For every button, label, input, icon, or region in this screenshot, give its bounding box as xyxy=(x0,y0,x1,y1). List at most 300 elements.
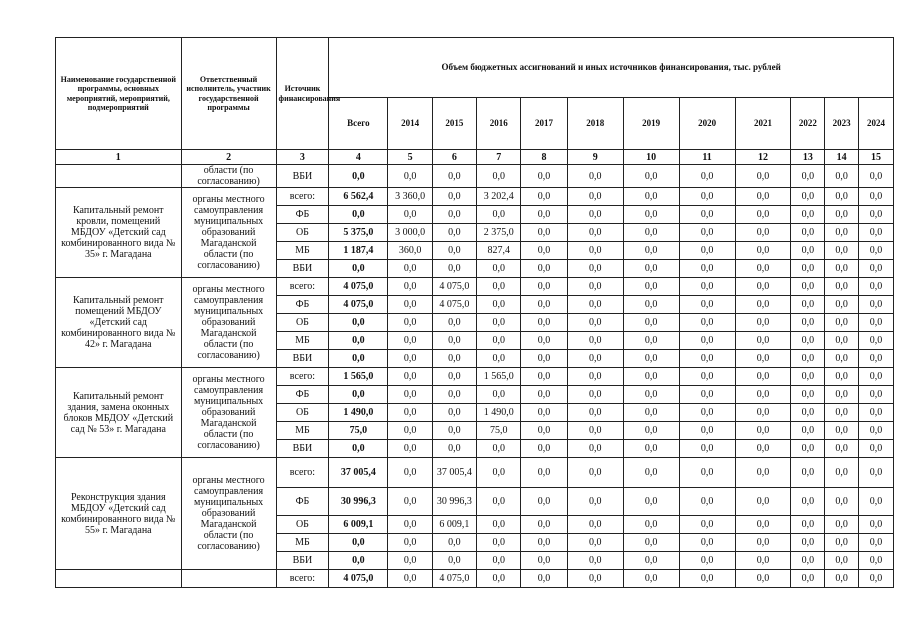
year-value: 75,0 xyxy=(477,422,521,440)
table-row xyxy=(56,570,894,588)
year-value: 0,0 xyxy=(791,260,825,278)
year-value: 0,0 xyxy=(521,278,567,296)
year-value: 0,0 xyxy=(735,368,791,386)
year-value: 0,0 xyxy=(567,422,623,440)
total-value: 6 562,4 xyxy=(329,188,388,206)
year-value: 0,0 xyxy=(735,570,791,588)
year-value: 0,0 xyxy=(791,224,825,242)
year-value: 0,0 xyxy=(825,404,859,422)
year-value: 0,0 xyxy=(791,242,825,260)
year-value: 0,0 xyxy=(735,516,791,534)
year-value: 0,0 xyxy=(388,314,432,332)
total-value: 0,0 xyxy=(329,534,388,552)
year-value: 0,0 xyxy=(623,296,679,314)
header-year: 2024 xyxy=(858,98,893,150)
year-value: 0,0 xyxy=(791,296,825,314)
year-value: 0,0 xyxy=(388,368,432,386)
year-value: 0,0 xyxy=(858,552,893,570)
year-value: 0,0 xyxy=(858,458,893,488)
table-row xyxy=(56,188,894,206)
year-value: 0,0 xyxy=(858,440,893,458)
program-name: Капитальный ремонт кровли, помещений МБДОУ «Детский сад комбинированного вида № 35» г. Магадана xyxy=(56,188,182,278)
year-value: 0,0 xyxy=(521,332,567,350)
year-value: 0,0 xyxy=(679,224,735,242)
year-value: 0,0 xyxy=(825,552,859,570)
year-value: 0,0 xyxy=(388,332,432,350)
year-value: 0,0 xyxy=(432,350,476,368)
funding-source: ФБ xyxy=(276,206,329,224)
year-value: 0,0 xyxy=(477,534,521,552)
year-value: 0,0 xyxy=(567,386,623,404)
year-value: 0,0 xyxy=(858,278,893,296)
year-value: 0,0 xyxy=(791,404,825,422)
year-value: 0,0 xyxy=(521,458,567,488)
year-value: 3 360,0 xyxy=(388,188,432,206)
year-value: 0,0 xyxy=(477,570,521,588)
year-value: 0,0 xyxy=(567,165,623,188)
year-value: 0,0 xyxy=(858,260,893,278)
year-value: 0,0 xyxy=(623,314,679,332)
year-value: 0,0 xyxy=(567,242,623,260)
year-value: 0,0 xyxy=(521,296,567,314)
year-value: 0,0 xyxy=(825,278,859,296)
responsible-executor: области (по согласованию) xyxy=(181,165,276,188)
year-value: 0,0 xyxy=(521,534,567,552)
year-value: 6 009,1 xyxy=(432,516,476,534)
year-value: 0,0 xyxy=(735,242,791,260)
responsible-executor: органы местного самоуправления муниципальных образований Магаданской области (по согласованию) xyxy=(181,368,276,458)
header-year: 2017 xyxy=(521,98,567,150)
year-value: 0,0 xyxy=(679,458,735,488)
year-value: 0,0 xyxy=(623,242,679,260)
year-value: 0,0 xyxy=(477,440,521,458)
total-value: 1 187,4 xyxy=(329,242,388,260)
year-value: 0,0 xyxy=(521,165,567,188)
total-value: 4 075,0 xyxy=(329,296,388,314)
year-value: 0,0 xyxy=(477,516,521,534)
year-value: 0,0 xyxy=(567,404,623,422)
year-value: 0,0 xyxy=(388,570,432,588)
year-value: 1 490,0 xyxy=(477,404,521,422)
year-value: 0,0 xyxy=(735,296,791,314)
responsible-executor xyxy=(181,570,276,588)
year-value: 0,0 xyxy=(791,386,825,404)
year-value: 0,0 xyxy=(825,422,859,440)
funding-source: ОБ xyxy=(276,404,329,422)
year-value: 3 202,4 xyxy=(477,188,521,206)
year-value: 0,0 xyxy=(567,440,623,458)
total-value: 37 005,4 xyxy=(329,458,388,488)
year-value: 0,0 xyxy=(388,260,432,278)
table-row xyxy=(56,368,894,386)
year-value: 0,0 xyxy=(432,332,476,350)
year-value: 0,0 xyxy=(477,350,521,368)
year-value: 0,0 xyxy=(858,570,893,588)
year-value: 0,0 xyxy=(521,314,567,332)
total-value: 4 075,0 xyxy=(329,278,388,296)
year-value: 0,0 xyxy=(388,534,432,552)
year-value: 0,0 xyxy=(735,278,791,296)
year-value: 0,0 xyxy=(623,552,679,570)
year-value: 0,0 xyxy=(432,368,476,386)
year-value: 0,0 xyxy=(567,224,623,242)
total-value: 0,0 xyxy=(329,165,388,188)
table-row xyxy=(56,278,894,296)
year-value: 0,0 xyxy=(791,552,825,570)
column-number: 9 xyxy=(567,150,623,165)
funding-source: всего: xyxy=(276,368,329,386)
header-year: 2015 xyxy=(432,98,476,150)
year-value: 0,0 xyxy=(679,165,735,188)
column-number: 13 xyxy=(791,150,825,165)
funding-source: ВБИ xyxy=(276,440,329,458)
year-value: 0,0 xyxy=(791,368,825,386)
year-value: 4 075,0 xyxy=(432,278,476,296)
year-value: 0,0 xyxy=(388,458,432,488)
funding-source: ФБ xyxy=(276,296,329,314)
year-value: 0,0 xyxy=(679,296,735,314)
year-value: 0,0 xyxy=(735,314,791,332)
year-value: 0,0 xyxy=(388,422,432,440)
year-value: 0,0 xyxy=(388,206,432,224)
year-value: 0,0 xyxy=(858,165,893,188)
header-volume: Объем бюджетных ассигнований и иных источников финансирования, тыс. рублей xyxy=(329,38,894,98)
year-value: 0,0 xyxy=(679,534,735,552)
year-value: 0,0 xyxy=(567,368,623,386)
year-value: 0,0 xyxy=(858,332,893,350)
year-value: 0,0 xyxy=(735,440,791,458)
header-program: Наименование государственной программы, основных мероприятий, мероприятий, подмероприятий xyxy=(56,38,182,150)
year-value: 0,0 xyxy=(432,224,476,242)
year-value: 0,0 xyxy=(623,206,679,224)
year-value: 0,0 xyxy=(735,260,791,278)
year-value: 0,0 xyxy=(825,458,859,488)
column-number: 15 xyxy=(858,150,893,165)
total-value: 0,0 xyxy=(329,440,388,458)
year-value: 0,0 xyxy=(825,314,859,332)
total-value: 5 375,0 xyxy=(329,224,388,242)
funding-source: МБ xyxy=(276,242,329,260)
year-value: 0,0 xyxy=(623,224,679,242)
year-value: 0,0 xyxy=(679,552,735,570)
funding-source: всего: xyxy=(276,278,329,296)
year-value: 0,0 xyxy=(735,534,791,552)
year-value: 0,0 xyxy=(623,260,679,278)
year-value: 37 005,4 xyxy=(432,458,476,488)
header-year: 2021 xyxy=(735,98,791,150)
year-value: 30 996,3 xyxy=(432,488,476,516)
year-value: 0,0 xyxy=(858,488,893,516)
year-value: 0,0 xyxy=(735,552,791,570)
total-value: 30 996,3 xyxy=(329,488,388,516)
funding-source: ФБ xyxy=(276,488,329,516)
program-name xyxy=(56,570,182,588)
year-value: 0,0 xyxy=(521,188,567,206)
year-value: 0,0 xyxy=(623,516,679,534)
funding-source: ВБИ xyxy=(276,552,329,570)
year-value: 0,0 xyxy=(791,422,825,440)
year-value: 0,0 xyxy=(623,278,679,296)
year-value: 0,0 xyxy=(623,440,679,458)
year-value: 0,0 xyxy=(623,350,679,368)
year-value: 0,0 xyxy=(521,440,567,458)
year-value: 0,0 xyxy=(477,278,521,296)
year-value: 0,0 xyxy=(521,350,567,368)
year-value: 0,0 xyxy=(477,488,521,516)
year-value: 0,0 xyxy=(735,350,791,368)
year-value: 0,0 xyxy=(432,242,476,260)
year-value: 0,0 xyxy=(388,296,432,314)
year-value: 0,0 xyxy=(623,386,679,404)
year-value: 0,0 xyxy=(477,296,521,314)
header-year: 2016 xyxy=(477,98,521,150)
year-value: 0,0 xyxy=(567,260,623,278)
year-value: 0,0 xyxy=(791,570,825,588)
year-value: 0,0 xyxy=(735,404,791,422)
year-value: 0,0 xyxy=(735,206,791,224)
year-value: 0,0 xyxy=(432,422,476,440)
year-value: 0,0 xyxy=(791,534,825,552)
year-value: 0,0 xyxy=(858,188,893,206)
year-value: 0,0 xyxy=(791,165,825,188)
year-value: 0,0 xyxy=(679,242,735,260)
year-value: 0,0 xyxy=(735,224,791,242)
year-value: 0,0 xyxy=(521,552,567,570)
year-value: 0,0 xyxy=(623,422,679,440)
year-value: 0,0 xyxy=(567,278,623,296)
header-year: 2022 xyxy=(791,98,825,150)
column-number: 2 xyxy=(181,150,276,165)
year-value: 1 565,0 xyxy=(477,368,521,386)
funding-source: всего: xyxy=(276,570,329,588)
year-value: 0,0 xyxy=(825,242,859,260)
column-number: 1 xyxy=(56,150,182,165)
year-value: 0,0 xyxy=(623,332,679,350)
column-number: 5 xyxy=(388,150,432,165)
year-value: 0,0 xyxy=(825,188,859,206)
year-value: 0,0 xyxy=(432,404,476,422)
column-number: 11 xyxy=(679,150,735,165)
funding-source: МБ xyxy=(276,332,329,350)
column-number: 3 xyxy=(276,150,329,165)
year-value: 0,0 xyxy=(388,552,432,570)
funding-source: ОБ xyxy=(276,516,329,534)
year-value: 0,0 xyxy=(735,165,791,188)
year-value: 0,0 xyxy=(735,458,791,488)
header-year: 2019 xyxy=(623,98,679,150)
year-value: 0,0 xyxy=(623,458,679,488)
year-value: 0,0 xyxy=(521,570,567,588)
column-number: 7 xyxy=(477,150,521,165)
year-value: 0,0 xyxy=(825,350,859,368)
year-value: 0,0 xyxy=(567,332,623,350)
header-year: 2023 xyxy=(825,98,859,150)
year-value: 0,0 xyxy=(791,350,825,368)
funding-source: всего: xyxy=(276,188,329,206)
year-value: 0,0 xyxy=(679,368,735,386)
year-value: 0,0 xyxy=(679,314,735,332)
year-value: 0,0 xyxy=(567,534,623,552)
year-value: 0,0 xyxy=(791,206,825,224)
year-value: 4 075,0 xyxy=(432,570,476,588)
year-value: 0,0 xyxy=(477,206,521,224)
year-value: 0,0 xyxy=(825,224,859,242)
year-value: 0,0 xyxy=(623,404,679,422)
year-value: 0,0 xyxy=(858,242,893,260)
year-value: 0,0 xyxy=(521,206,567,224)
year-value: 0,0 xyxy=(858,534,893,552)
funding-source: ФБ xyxy=(276,386,329,404)
year-value: 2 375,0 xyxy=(477,224,521,242)
year-value: 0,0 xyxy=(791,314,825,332)
column-number: 12 xyxy=(735,150,791,165)
year-value: 0,0 xyxy=(679,422,735,440)
year-value: 0,0 xyxy=(521,488,567,516)
year-value: 0,0 xyxy=(825,165,859,188)
total-value: 0,0 xyxy=(329,332,388,350)
header-year: 2018 xyxy=(567,98,623,150)
program-name xyxy=(56,165,182,188)
year-value: 0,0 xyxy=(858,350,893,368)
year-value: 0,0 xyxy=(388,516,432,534)
year-value: 0,0 xyxy=(791,440,825,458)
column-number: 8 xyxy=(521,150,567,165)
total-value: 6 009,1 xyxy=(329,516,388,534)
header-total: Всего xyxy=(329,98,388,150)
year-value: 0,0 xyxy=(477,386,521,404)
year-value: 0,0 xyxy=(735,332,791,350)
year-value: 0,0 xyxy=(825,386,859,404)
year-value: 0,0 xyxy=(825,368,859,386)
year-value: 0,0 xyxy=(858,314,893,332)
year-value: 0,0 xyxy=(825,440,859,458)
header-source: Источник финансирования xyxy=(276,38,329,150)
year-value: 0,0 xyxy=(432,188,476,206)
year-value: 0,0 xyxy=(567,570,623,588)
responsible-executor: органы местного самоуправления муниципальных образований Магаданской области (по согласованию) xyxy=(181,188,276,278)
year-value: 0,0 xyxy=(567,296,623,314)
year-value: 0,0 xyxy=(825,534,859,552)
year-value: 0,0 xyxy=(388,386,432,404)
year-value: 0,0 xyxy=(858,224,893,242)
total-value: 0,0 xyxy=(329,314,388,332)
program-name: Капитальный ремонт помещений МБДОУ «Детский сад комбинированного вида № 42» г. Магадана xyxy=(56,278,182,368)
year-value: 0,0 xyxy=(735,386,791,404)
funding-source: МБ xyxy=(276,422,329,440)
year-value: 0,0 xyxy=(477,458,521,488)
year-value: 0,0 xyxy=(679,278,735,296)
header-year: 2020 xyxy=(679,98,735,150)
year-value: 0,0 xyxy=(735,488,791,516)
total-value: 0,0 xyxy=(329,552,388,570)
year-value: 0,0 xyxy=(679,332,735,350)
year-value: 0,0 xyxy=(388,440,432,458)
year-value: 0,0 xyxy=(521,260,567,278)
year-value: 0,0 xyxy=(432,552,476,570)
year-value: 0,0 xyxy=(623,570,679,588)
year-value: 0,0 xyxy=(567,350,623,368)
total-value: 0,0 xyxy=(329,206,388,224)
year-value: 0,0 xyxy=(521,224,567,242)
year-value: 0,0 xyxy=(679,488,735,516)
budget-table xyxy=(55,37,894,588)
year-value: 0,0 xyxy=(388,350,432,368)
total-value: 75,0 xyxy=(329,422,388,440)
total-value: 4 075,0 xyxy=(329,570,388,588)
year-value: 0,0 xyxy=(679,404,735,422)
funding-source: ВБИ xyxy=(276,260,329,278)
year-value: 0,0 xyxy=(858,516,893,534)
year-value: 0,0 xyxy=(825,260,859,278)
funding-source: ОБ xyxy=(276,224,329,242)
total-value: 0,0 xyxy=(329,386,388,404)
year-value: 0,0 xyxy=(521,516,567,534)
year-value: 0,0 xyxy=(679,206,735,224)
year-value: 0,0 xyxy=(791,516,825,534)
funding-source: ВБИ xyxy=(276,165,329,188)
year-value: 0,0 xyxy=(679,350,735,368)
year-value: 0,0 xyxy=(825,516,859,534)
year-value: 827,4 xyxy=(477,242,521,260)
year-value: 0,0 xyxy=(623,534,679,552)
year-value: 0,0 xyxy=(791,458,825,488)
year-value: 0,0 xyxy=(735,422,791,440)
year-value: 360,0 xyxy=(388,242,432,260)
year-value: 0,0 xyxy=(432,534,476,552)
year-value: 0,0 xyxy=(623,488,679,516)
year-value: 0,0 xyxy=(521,422,567,440)
responsible-executor: органы местного самоуправления муниципальных образований Магаданской области (по согласованию) xyxy=(181,278,276,368)
year-value: 0,0 xyxy=(567,488,623,516)
year-value: 0,0 xyxy=(567,458,623,488)
year-value: 0,0 xyxy=(432,440,476,458)
year-value: 0,0 xyxy=(858,422,893,440)
year-value: 0,0 xyxy=(388,488,432,516)
year-value: 0,0 xyxy=(388,278,432,296)
year-value: 0,0 xyxy=(477,314,521,332)
year-value: 0,0 xyxy=(858,404,893,422)
column-number: 4 xyxy=(329,150,388,165)
total-value: 1 490,0 xyxy=(329,404,388,422)
year-value: 0,0 xyxy=(679,386,735,404)
year-value: 0,0 xyxy=(825,332,859,350)
column-number: 6 xyxy=(432,150,476,165)
year-value: 0,0 xyxy=(432,206,476,224)
year-value: 0,0 xyxy=(432,386,476,404)
year-value: 0,0 xyxy=(791,188,825,206)
year-value: 0,0 xyxy=(388,404,432,422)
year-value: 0,0 xyxy=(858,386,893,404)
year-value: 0,0 xyxy=(477,165,521,188)
year-value: 0,0 xyxy=(825,206,859,224)
year-value: 0,0 xyxy=(567,314,623,332)
year-value: 0,0 xyxy=(432,165,476,188)
funding-source: ОБ xyxy=(276,314,329,332)
column-number: 10 xyxy=(623,150,679,165)
total-value: 0,0 xyxy=(329,350,388,368)
year-value: 0,0 xyxy=(825,488,859,516)
year-value: 0,0 xyxy=(567,516,623,534)
year-value: 0,0 xyxy=(521,242,567,260)
year-value: 0,0 xyxy=(791,278,825,296)
year-value: 0,0 xyxy=(858,206,893,224)
year-value: 0,0 xyxy=(735,188,791,206)
program-name: Капитальный ремонт здания, замена оконных блоков МБДОУ «Детский сад № 53» г. Магадана xyxy=(56,368,182,458)
year-value: 0,0 xyxy=(432,314,476,332)
responsible-executor: органы местного самоуправления муниципальных образований Магаданской области (по согласованию) xyxy=(181,458,276,570)
year-value: 0,0 xyxy=(432,260,476,278)
year-value: 0,0 xyxy=(679,570,735,588)
